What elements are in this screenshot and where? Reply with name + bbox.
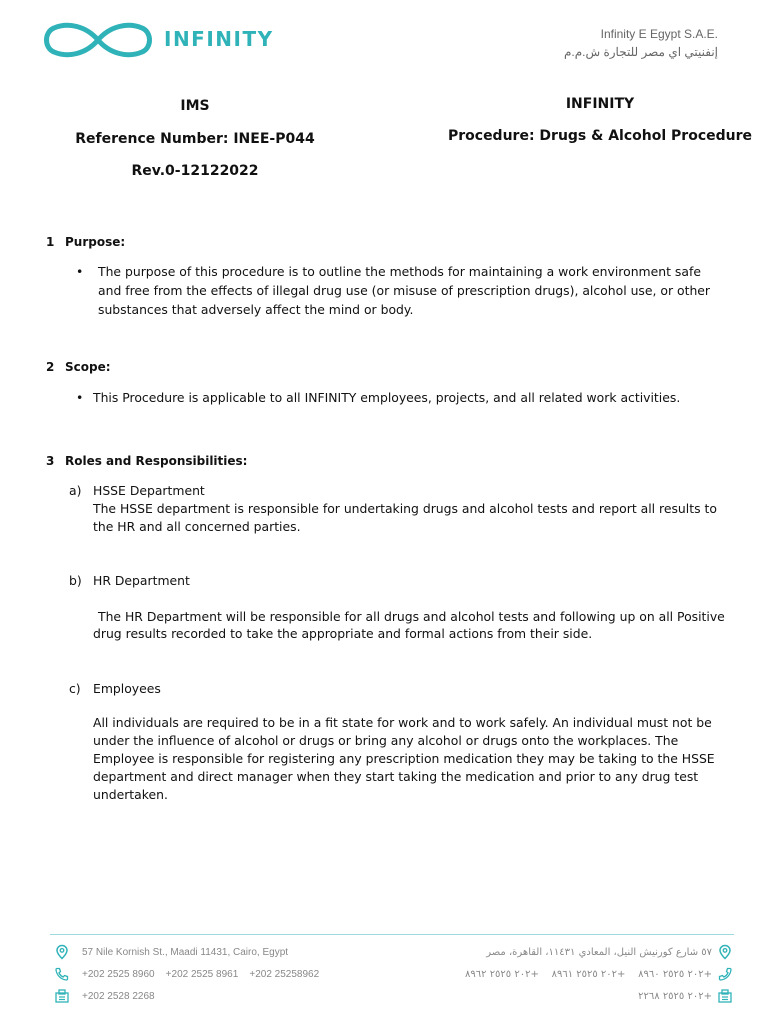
roles-c-title: Employees bbox=[93, 681, 161, 696]
roles-b-line-2: drug results recorded to take the appropriate and formal actions from their side. bbox=[93, 626, 593, 641]
section-1-number: 1 bbox=[46, 235, 55, 249]
roles-c-line-2: under the influence of alcohol or drugs or bring any alcohol or drugs onto the workplaces. The bbox=[93, 733, 679, 748]
section-2-title: Scope: bbox=[65, 360, 111, 374]
location-pin-icon-right bbox=[717, 944, 733, 964]
phone-icon-right bbox=[717, 966, 733, 986]
header-revision: Rev.0-12122022 bbox=[131, 163, 259, 179]
purpose-line-3: substances that adversely affect the mind or body. bbox=[98, 302, 414, 317]
section-3-title: Roles and Responsibilities: bbox=[65, 454, 248, 468]
footer-address-en: 57 Nile Kornish St., Maadi 11431, Cairo, Egypt bbox=[82, 947, 289, 958]
roles-c-line-3: Employee is responsible for registering any prescription medication they may be taking to the HSSE bbox=[93, 751, 715, 766]
roles-a-line-1: The HSSE department is responsible for undertaking drugs and alcohol tests and report all results to bbox=[93, 501, 717, 516]
footer-address-ar: ٥٧ شارع كورنيش النيل، المعادي ١١٤٣١، القاهرة، مصر bbox=[486, 947, 712, 958]
roles-b-marker: b) bbox=[69, 573, 82, 588]
section-1-title: Purpose: bbox=[65, 235, 126, 249]
fax-icon bbox=[54, 988, 70, 1008]
logo-text: INFINITY bbox=[164, 27, 274, 51]
section-2-number: 2 bbox=[46, 360, 55, 374]
roles-c-marker: c) bbox=[69, 681, 81, 696]
footer-fax-en: +202 2528 2268 bbox=[82, 991, 155, 1002]
header-reference-number: Reference Number: INEE-P044 bbox=[75, 131, 315, 147]
roles-c-line-1: All individuals are required to be in a fit state for work and to work safely. An individual must not be bbox=[93, 715, 712, 730]
roles-b-title: HR Department bbox=[93, 573, 190, 588]
roles-a-title: HSSE Department bbox=[93, 483, 205, 498]
roles-a-marker: a) bbox=[69, 483, 82, 498]
roles-b-line-1: The HR Department will be responsible for all drugs and alcohol tests and following up on all Positive bbox=[98, 609, 725, 624]
location-pin-icon bbox=[54, 944, 70, 964]
purpose-line-2: and free from the effects of illegal drug use (or misuse of prescription drugs), alcohol use, or other bbox=[98, 283, 711, 298]
purpose-bullet: • bbox=[76, 264, 84, 279]
footer-phones-ar: +٢٠٢ ٢٥٢٥ ٨٩٦٠ +٢٠٢ ٢٥٢٥ ٨٩٦١ +٢٠٢ ٢٥٢٥ ٨٩٦٢ bbox=[465, 969, 712, 980]
company-name-en: Infinity E Egypt S.A.E. bbox=[600, 27, 718, 41]
header-ims: IMS bbox=[180, 98, 210, 114]
footer-divider bbox=[50, 934, 734, 935]
company-logo bbox=[42, 20, 282, 60]
header-infinity: INFINITY bbox=[565, 96, 635, 112]
infinity-logo-icon bbox=[42, 20, 154, 60]
company-name-ar: إنفنيتي اي مصر للتجارة ش.م.م bbox=[563, 45, 718, 59]
roles-a-line-2: the HR and all concerned parties. bbox=[93, 519, 301, 534]
scope-text: This Procedure is applicable to all INFINITY employees, projects, and all related work activities. bbox=[93, 390, 681, 405]
roles-c-line-5: undertaken. bbox=[93, 787, 168, 802]
fax-icon-right bbox=[717, 988, 733, 1008]
phone-icon bbox=[54, 966, 70, 986]
footer-phones-en: +202 2525 8960 +202 2525 8961 +202 25258962 bbox=[82, 969, 320, 980]
section-3-number: 3 bbox=[46, 454, 55, 468]
scope-bullet: • bbox=[76, 390, 84, 405]
purpose-line-1: The purpose of this procedure is to outline the methods for maintaining a work environment safe bbox=[98, 264, 701, 279]
header-procedure-title: Procedure: Drugs & Alcohol Procedure bbox=[447, 128, 752, 144]
roles-c-line-4: department and direct manager when they start taking the medication and prior to any drug test bbox=[93, 769, 699, 784]
footer-fax-ar: +٢٠٢ ٢٥٢٥ ٢٢٦٨ bbox=[638, 991, 712, 1002]
